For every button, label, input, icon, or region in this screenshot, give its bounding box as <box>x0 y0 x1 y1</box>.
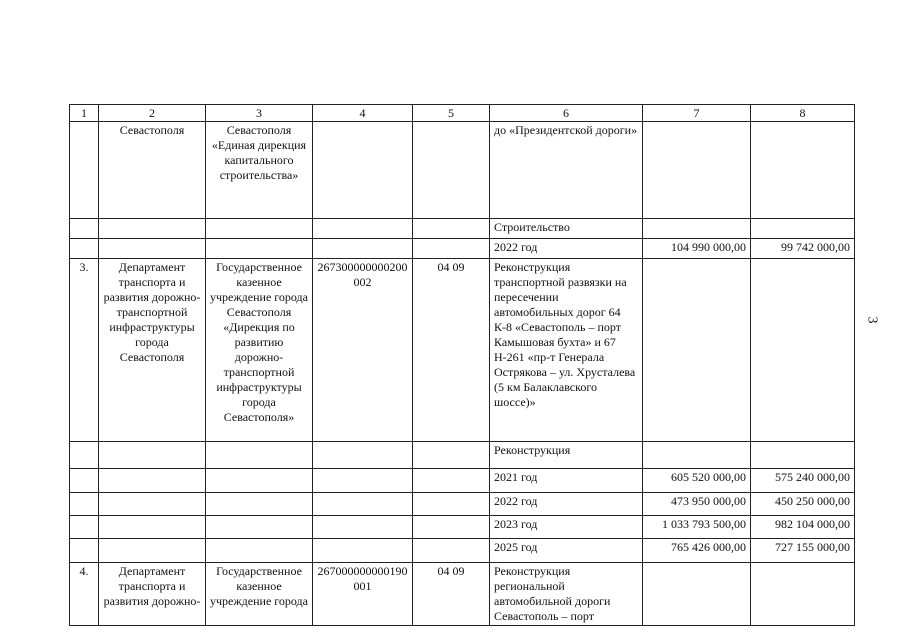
header-cell: 8 <box>751 105 855 122</box>
cell-department: Департамент транспорта и развития дорожно- <box>99 563 206 626</box>
cell-object: до «Президентской дороги» <box>490 122 643 219</box>
cell-amount-8 <box>751 122 855 219</box>
page-number: 3 <box>864 316 880 324</box>
cell-amount-7: 1 033 793 500,00 <box>643 516 751 539</box>
cell-number <box>70 493 99 516</box>
cell-code <box>313 219 413 239</box>
cell-section <box>413 239 490 259</box>
header-cell: 5 <box>413 105 490 122</box>
cell-object: 2022 год <box>490 239 643 259</box>
cell-department <box>99 469 206 493</box>
cell-object: 2025 год <box>490 539 643 563</box>
cell-institution: Государственное казенное учреждение города <box>206 563 313 626</box>
cell-number <box>70 469 99 493</box>
cell-number <box>70 219 99 239</box>
table-row <box>70 442 855 469</box>
header-cell: 1 <box>70 105 99 122</box>
cell-department: Севастополя <box>99 122 206 219</box>
cell-amount-7 <box>643 259 751 442</box>
cell-code <box>313 516 413 539</box>
cell-amount-8: 982 104 000,00 <box>751 516 855 539</box>
cell-institution <box>206 219 313 239</box>
cell-section: 04 09 <box>413 259 490 442</box>
cell-code: 267000000000190001 <box>313 563 413 626</box>
table-row <box>70 516 855 539</box>
cell-amount-8 <box>751 442 855 469</box>
cell-code <box>313 442 413 469</box>
cell-number <box>70 122 99 219</box>
cell-object: Реконструкция транспортной развязки на пересечении автомобильных дорог 64 К-8 «Севастополь – порт Камышовая бухта» и 67 Н-261 «пр-т Генерала Острякова – ул. Хрусталева (5 км Балаклавского шоссе)» <box>490 259 643 442</box>
cell-amount-7 <box>643 219 751 239</box>
cell-object: 2023 год <box>490 516 643 539</box>
cell-amount-8: 450 250 000,00 <box>751 493 855 516</box>
cell-section <box>413 442 490 469</box>
table-row <box>70 563 855 626</box>
cell-section <box>413 219 490 239</box>
cell-institution <box>206 539 313 563</box>
cell-department <box>99 493 206 516</box>
cell-code <box>313 122 413 219</box>
cell-object: 2021 год <box>490 469 643 493</box>
cell-section: 04 09 <box>413 563 490 626</box>
table-row <box>70 469 855 493</box>
cell-amount-8 <box>751 259 855 442</box>
cell-department: Департамент транспорта и развития дорожно-транспортной инфраструктуры города Севастополя <box>99 259 206 442</box>
cell-object: 2022 год <box>490 493 643 516</box>
cell-number <box>70 442 99 469</box>
cell-code <box>313 239 413 259</box>
cell-institution <box>206 469 313 493</box>
table-row <box>70 493 855 516</box>
cell-department <box>99 219 206 239</box>
cell-amount-7: 473 950 000,00 <box>643 493 751 516</box>
table-row <box>70 122 855 219</box>
table-row <box>70 239 855 259</box>
cell-object: Реконструкция региональной автомобильной дороги Севастополь – порт <box>490 563 643 626</box>
table-row <box>70 539 855 563</box>
cell-amount-8: 727 155 000,00 <box>751 539 855 563</box>
cell-institution: Севастополя «Единая дирекция капитального строительства» <box>206 122 313 219</box>
cell-amount-7: 765 426 000,00 <box>643 539 751 563</box>
cell-code <box>313 493 413 516</box>
cell-section <box>413 469 490 493</box>
cell-department <box>99 442 206 469</box>
cell-department <box>99 239 206 259</box>
table-header-row <box>70 105 855 122</box>
cell-department <box>99 539 206 563</box>
budget-table <box>69 104 855 626</box>
header-cell: 3 <box>206 105 313 122</box>
header-cell: 7 <box>643 105 751 122</box>
header-cell: 6 <box>490 105 643 122</box>
cell-code <box>313 539 413 563</box>
header-cell: 2 <box>99 105 206 122</box>
cell-object: Реконструкция <box>490 442 643 469</box>
cell-number <box>70 239 99 259</box>
header-cell: 4 <box>313 105 413 122</box>
cell-institution <box>206 516 313 539</box>
cell-section <box>413 539 490 563</box>
cell-number: 3. <box>70 259 99 442</box>
cell-amount-7: 605 520 000,00 <box>643 469 751 493</box>
cell-section <box>413 122 490 219</box>
table-row <box>70 259 855 442</box>
cell-object: Строительство <box>490 219 643 239</box>
cell-number: 4. <box>70 563 99 626</box>
cell-amount-8: 575 240 000,00 <box>751 469 855 493</box>
cell-institution <box>206 442 313 469</box>
cell-amount-8: 99 742 000,00 <box>751 239 855 259</box>
cell-institution <box>206 493 313 516</box>
cell-amount-7 <box>643 563 751 626</box>
cell-institution: Государственное казенное учреждение города Севастополя «Дирекция по развитию дорожно-транспортной инфраструктуры города Севастополя» <box>206 259 313 442</box>
cell-amount-7 <box>643 122 751 219</box>
cell-department <box>99 516 206 539</box>
cell-amount-8 <box>751 219 855 239</box>
cell-number <box>70 539 99 563</box>
cell-amount-7 <box>643 442 751 469</box>
cell-section <box>413 516 490 539</box>
cell-section <box>413 493 490 516</box>
cell-code <box>313 469 413 493</box>
cell-amount-7: 104 990 000,00 <box>643 239 751 259</box>
cell-institution <box>206 239 313 259</box>
table-row <box>70 219 855 239</box>
cell-code: 267300000000200002 <box>313 259 413 442</box>
cell-number <box>70 516 99 539</box>
cell-amount-8 <box>751 563 855 626</box>
